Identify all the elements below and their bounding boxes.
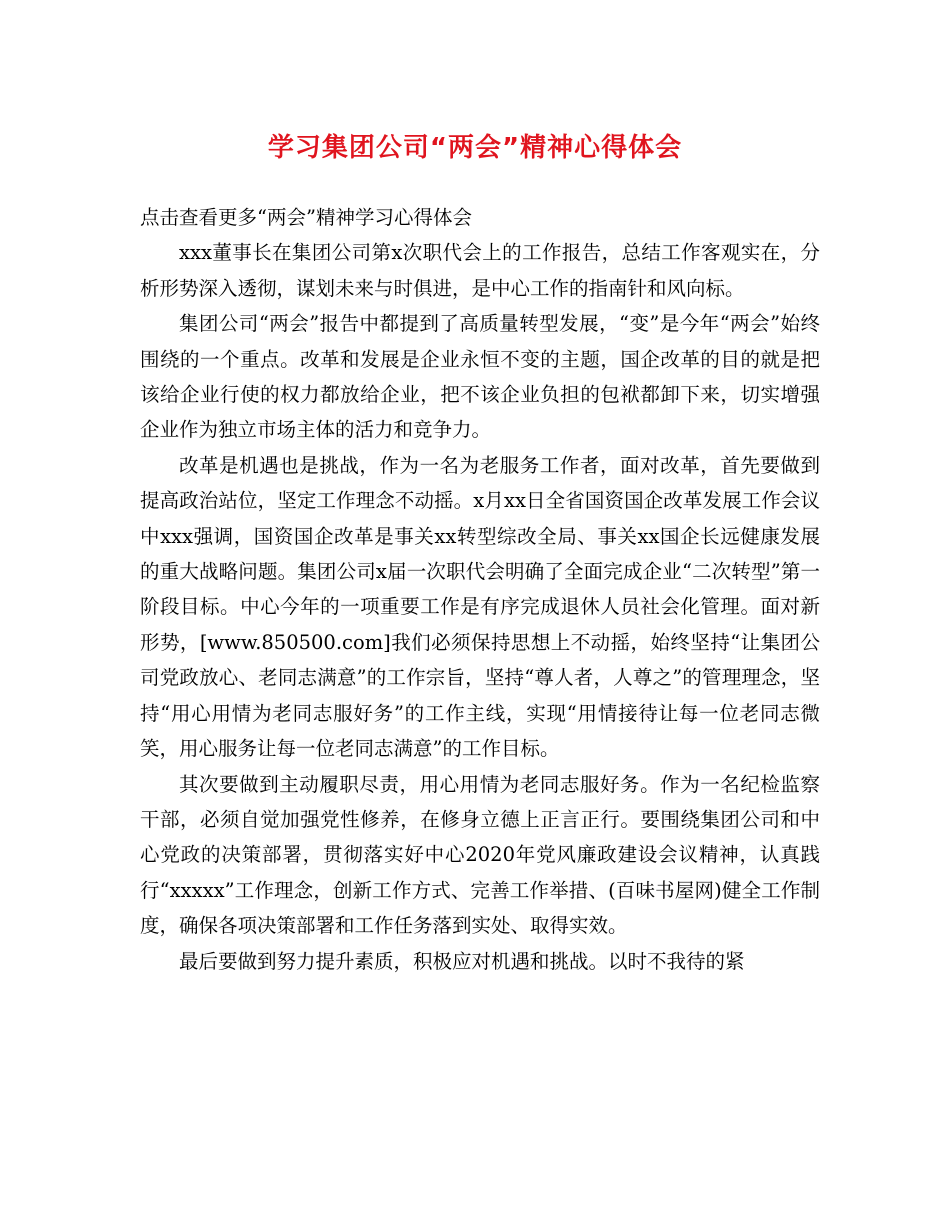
paragraph-2: 集团公司“两会”报告中都提到了高质量转型发展，“变”是今年“两会”始终围绕的一个重点。改革和发展是企业永恒不变的主题，国企改革的目的就是把该给企业行使的权力都放给企业，把不该企业负担的包袱都卸下来，切实增强企业作为独立市场主体的活力和竞争力。 xyxy=(140,312,820,442)
document-body xyxy=(140,200,820,979)
paragraph-4: 其次要做到主动履职尽责，用心用情为老同志服好务。作为一名纪检监察干部，必须自觉加强党性修养，在修身立德上正言正行。要围绕集团公司和中心党政的决策部署，贯彻落实好中心2020年党风廉政建设会议精神，认真践行“xxxxx”工作理念，创新工作方式、完善工作举措、(百味书屋网)健全工作制度，确保各项决策部署和工作任务落到实处、取得实效。 xyxy=(140,772,820,938)
document-title: 学习集团公司“两会”精神心得体会 xyxy=(267,133,683,163)
paragraph-1: xxx董事长在集团公司第x次职代会上的工作报告，总结工作客观实在，分析形势深入透彻，谋划未来与时俱进，是中心工作的指南针和风向标。 xyxy=(140,241,820,300)
more-articles-link[interactable]: 点击查看更多“两会”精神学习心得体会 xyxy=(140,206,472,229)
paragraph-5: 最后要做到努力提升素质，积极应对机遇和挑战。以时不我待的紧 xyxy=(179,949,745,973)
paragraph-3: 改革是机遇也是挑战，作为一名为老服务工作者，面对改革，首先要做到提高政治站位，坚定工作理念不动摇。x月xx日全省国资国企改革发展工作会议中xxx强调，国资国企改革是事关xx转型综改全局、事关xx国企长远健康发展的重大战略问题。集团公司x届一次职代会明确了全面完成企业“二次转型”第一阶段目标。中心今年的一项重要工作是有序完成退休人员社会化管理。面对新形势，[www.850500.com]我们必须保持思想上不动摇，始终坚持“让集团公司党政放心、老同志满意”的工作宗旨，坚持“尊人者，人尊之”的管理理念，坚持“用心用情为老同志服好务”的工作主线，实现“用情接待让每一位老同志微笑，用心服务让每一位老同志满意”的工作目标。 xyxy=(140,453,820,761)
